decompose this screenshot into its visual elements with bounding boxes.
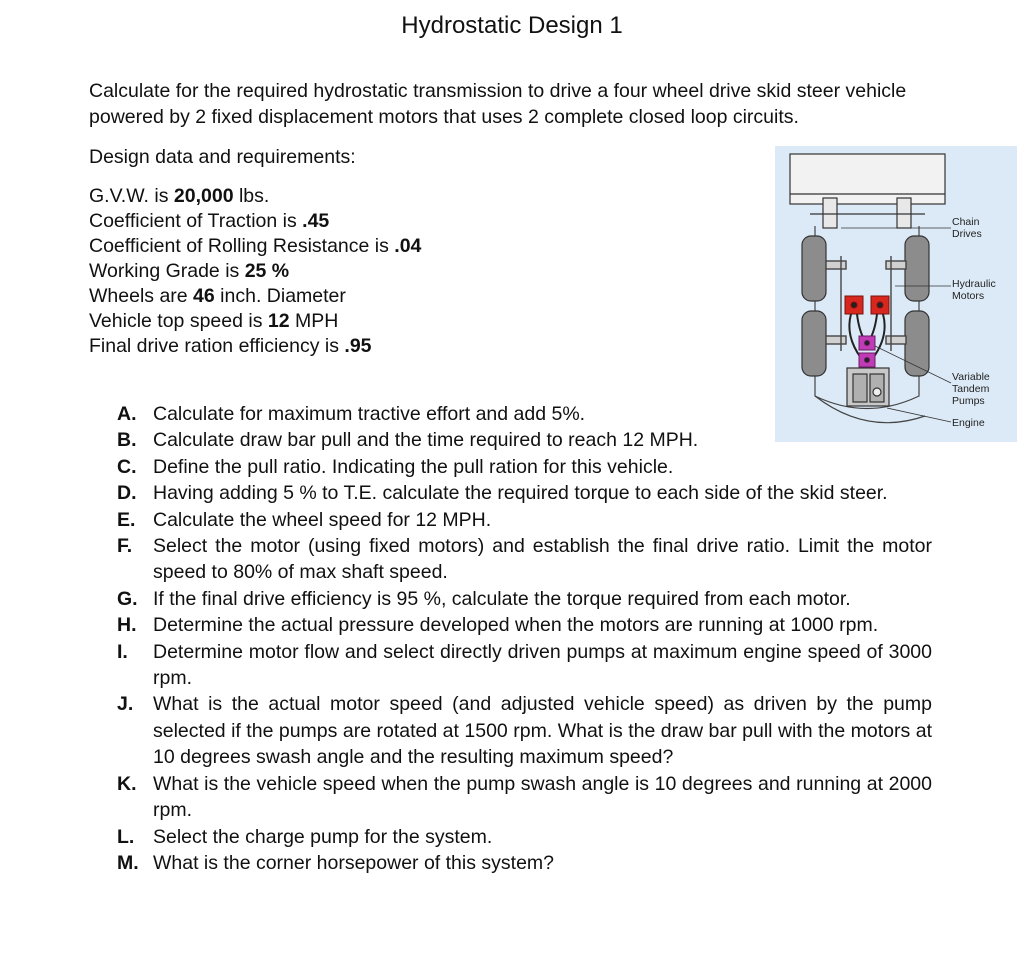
requirement-final-drive-efficiency: Final drive ration efficiency is .95 xyxy=(89,335,372,357)
label-engine: Engine xyxy=(952,417,985,429)
label-variable: Variable xyxy=(952,371,990,383)
requirement-top-speed: Vehicle top speed is 12 MPH xyxy=(89,310,339,332)
skid-steer-diagram xyxy=(775,146,1017,442)
requirement-grade: Working Grade is 25 % xyxy=(89,260,290,282)
question-c: C. Define the pull ratio. Indicating the pull ration for this vehicle. xyxy=(117,455,674,478)
page-title: Hydrostatic Design 1 xyxy=(401,12,623,39)
intro-paragraph: Calculate for the required hydrostatic transmission to drive a four wheel drive skid steer vehicle powered by 2 fixed displacement motors that uses 2 complete closed loop circuits. xyxy=(89,80,907,128)
label-tandem: Tandem xyxy=(952,383,990,395)
label-hydraulic: Hydraulic xyxy=(952,278,996,290)
requirement-wheels: Wheels are 46 inch. Diameter xyxy=(89,285,346,307)
question-k: K. What is the vehicle speed when the pump swash angle is 10 degrees and running at 2000 rpm. xyxy=(117,772,932,822)
requirement-traction: Coefficient of Traction is .45 xyxy=(89,210,330,232)
requirement-rolling-resistance: Coefficient of Rolling Resistance is .04 xyxy=(89,235,422,257)
label-motors: Motors xyxy=(952,290,985,302)
label-pumps: Pumps xyxy=(952,395,985,407)
requirements-list xyxy=(89,184,421,359)
question-m: M. What is the corner horsepower of this system? xyxy=(117,851,554,874)
label-drives: Drives xyxy=(952,228,982,240)
question-l: L. Select the charge pump for the system. xyxy=(117,825,493,848)
question-d: D. Having adding 5 % to T.E. calculate the required torque to each side of the skid steer. xyxy=(117,482,888,505)
question-i: I. Determine motor flow and select directly driven pumps at maximum engine speed of 3000 rpm. xyxy=(117,640,932,690)
question-j: J. What is the actual motor speed (and adjusted vehicle speed) as driven by the pump selected if the pumps are rotated at 1500 rpm. What is the draw bar pull with the motors at 10 degrees swash angle and the resulting maximum speed? xyxy=(117,693,932,769)
question-e: E. Calculate the wheel speed for 12 MPH. xyxy=(117,508,492,531)
question-h: H. Determine the actual pressure developed when the motors are running at 1000 rpm. xyxy=(117,614,879,637)
design-data-heading: Design data and requirements: xyxy=(89,146,356,168)
questions-list xyxy=(117,401,932,876)
question-b: B. Calculate draw bar pull and the time required to reach 12 MPH. xyxy=(117,429,699,452)
requirement-gvw: G.V.W. is 20,000 lbs. xyxy=(89,185,270,207)
question-f: F. Select the motor (using fixed motors) and establish the final drive ratio. Limit the motor speed to 80% of max shaft speed. xyxy=(117,535,932,584)
label-chain: Chain xyxy=(952,216,980,228)
question-g: G. If the final drive efficiency is 95 %, calculate the torque required from each motor. xyxy=(117,587,851,610)
question-a: A. Calculate for maximum tractive effort and add 5%. xyxy=(117,403,586,425)
